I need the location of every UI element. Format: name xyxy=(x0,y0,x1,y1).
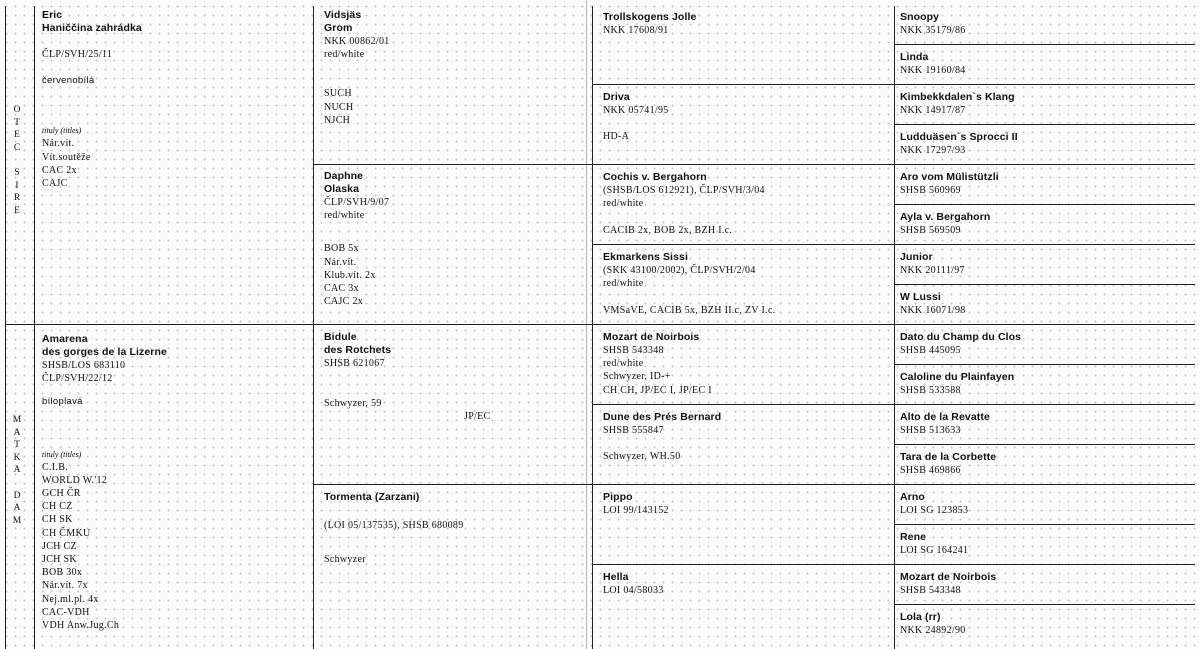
gen3-name: Driva xyxy=(603,91,630,103)
sire-sire-title: NUCH xyxy=(324,101,354,113)
gen3-line: (SHSB/LOS 612921), ČLP/SVH/3/04 xyxy=(603,185,765,196)
dam-name-line1: Amarena xyxy=(42,333,88,345)
sire-sire-color: red/white xyxy=(324,49,365,61)
dam-dam-name: Tormenta (Zarzani) xyxy=(324,491,420,503)
gen4-registration: SHSB 445095 xyxy=(900,345,961,356)
dam-cell xyxy=(42,333,307,647)
gen4-registration: NKK 14917/87 xyxy=(900,105,966,116)
sire-color: červenobílá xyxy=(42,75,95,87)
label-column-divider xyxy=(34,6,35,649)
gen4-row-divider-7 xyxy=(894,524,1195,525)
gen4-cell xyxy=(900,451,1192,483)
side-letter: A xyxy=(13,503,21,514)
dam-title: Nár.vít. 7x xyxy=(42,580,88,592)
side-letter: T xyxy=(14,117,20,128)
side-letter: I xyxy=(15,180,19,191)
gen3-line: red/white xyxy=(603,278,644,290)
dam-sire-name-line1: Bidule xyxy=(324,331,357,343)
gen3-name: Trollskogens Jolle xyxy=(603,11,697,23)
sire-cell xyxy=(42,9,307,321)
dam-title: CAC-VDH xyxy=(42,606,90,618)
sire-name-line2: Haniččina zahrádka xyxy=(42,22,142,34)
dam-title: VDH Anw.Jug.Ch xyxy=(42,620,120,632)
gen3-line: SHSB 543348 xyxy=(603,345,664,356)
gen4-row-divider-8 xyxy=(894,604,1195,605)
gen4-registration: SHSB 533588 xyxy=(900,385,961,396)
gen4-name: W Lussi xyxy=(900,291,941,303)
gen4-row-divider-3 xyxy=(894,204,1195,205)
gen4-cell xyxy=(900,211,1192,243)
dam-title: CH ČMKU xyxy=(42,527,91,539)
gen3-line: red/white xyxy=(603,198,644,210)
sire-title: CAJC xyxy=(42,178,68,190)
gen4-name: Caloline du Plainfayen xyxy=(900,371,1015,383)
sire-dam-divider xyxy=(5,324,1195,325)
gen4-name: Mozart de Noirbois xyxy=(900,571,997,583)
gen4-name: Junior xyxy=(900,251,933,263)
gen1-divider xyxy=(313,6,314,649)
gen3-name: Ekmarkens Sissi xyxy=(603,251,688,263)
gen4-name: Rene xyxy=(900,531,927,543)
gen3-divider xyxy=(894,6,895,649)
gen3-line: (SKK 43100/2002), ČLP/SVH/2/04 xyxy=(603,265,756,276)
gen4-registration: SHSB 513633 xyxy=(900,425,961,436)
gen3-line: LOI 99/143152 xyxy=(603,505,669,516)
gen3-line: VMSaVE, CACIB 5x, BZH II.c, ZV I.c. xyxy=(603,304,776,316)
gen4-cell xyxy=(900,331,1192,363)
gen4-registration: NKK 20111/97 xyxy=(900,265,965,276)
gen4-registration: SHSB 543348 xyxy=(900,585,961,596)
gen3-name: Pippo xyxy=(603,491,633,503)
gen3-line: SHSB 555847 xyxy=(603,425,664,436)
gen3-name: Cochis v. Bergahorn xyxy=(603,171,707,183)
gen2-divider xyxy=(592,6,593,649)
dam-title: CH SK xyxy=(42,514,73,526)
gen3-cell xyxy=(603,91,891,163)
dam-color: bíloplavá xyxy=(42,396,83,408)
gen4-cell xyxy=(900,51,1192,83)
gen3-line xyxy=(603,210,891,223)
gen3-line xyxy=(603,290,891,303)
gen4-cell xyxy=(900,611,1192,645)
gen3-line: CH CH, JP/EC I, JP/EC I xyxy=(603,384,712,396)
gen4-cell xyxy=(900,411,1192,443)
sire-dam-title: BOB 5x xyxy=(324,243,359,255)
side-letter: E xyxy=(14,205,20,216)
gen3-line: LOI 04/58033 xyxy=(603,585,664,596)
gen3-name: Mozart de Noirbois xyxy=(603,331,700,343)
gen4-cell xyxy=(900,251,1192,283)
side-letter: S xyxy=(14,167,20,178)
gen4-name: Aro vom Mülistützli xyxy=(900,171,999,183)
gen4-cell xyxy=(900,91,1192,123)
dam-titles-heading: tituly (titles) xyxy=(42,449,82,459)
sire-name-line1: Eric xyxy=(42,9,63,21)
dam-title: CH CZ xyxy=(42,501,73,513)
gen4-name: Alto de la Revatte xyxy=(900,411,990,423)
gen4-cell xyxy=(900,11,1192,43)
gen4-cell xyxy=(900,131,1192,163)
sire-sire-registration: NKK 00862/01 xyxy=(324,36,390,47)
dam-sire-name-line2: des Rotchets xyxy=(324,344,392,356)
dam-title: JCH CZ xyxy=(42,540,77,552)
gen3-cell xyxy=(603,411,891,483)
side-letter: O xyxy=(13,105,21,115)
dam-dam-cell xyxy=(324,491,589,641)
dam-side-label xyxy=(11,414,23,527)
dam-title: C.I.B. xyxy=(42,461,68,473)
side-gap xyxy=(11,154,23,167)
sire-title: Vít.soutěže xyxy=(42,151,91,163)
gen3-row-divider-1 xyxy=(592,84,1195,85)
gen4-row-divider-6 xyxy=(894,444,1195,445)
gen3-line xyxy=(603,437,891,450)
gen3-line: Schwyzer, WH.50 xyxy=(603,451,681,463)
dam-title: JCH SK xyxy=(42,554,77,566)
gen4-cell xyxy=(900,371,1192,403)
dam-registration-2: ČLP/SVH/22/12 xyxy=(42,373,113,385)
dam-sire-registration: SHSB 621067 xyxy=(324,358,385,369)
gen2-row-divider-1 xyxy=(313,164,1195,165)
side-letter: K xyxy=(13,452,21,463)
dam-sire-cell xyxy=(324,331,589,481)
sire-dam-title: Klub.vít. 2x xyxy=(324,269,376,281)
side-letter: M xyxy=(12,515,22,526)
side-letter: D xyxy=(13,490,21,501)
gen4-registration: NKK 19160/84 xyxy=(900,65,966,76)
dam-registration-1: SHSB/LOS 683110 xyxy=(42,360,126,371)
border-left xyxy=(5,6,6,649)
sire-sire-name-line1: Vidsjäs xyxy=(324,9,362,21)
sire-titles-heading: tituly (titles) xyxy=(42,126,82,136)
gen4-registration: NKK 35179/86 xyxy=(900,25,966,36)
gen4-registration: SHSB 560969 xyxy=(900,185,961,196)
gen4-name: Arno xyxy=(900,491,925,503)
side-letter: R xyxy=(13,193,21,204)
dam-title: WORLD W.'12 xyxy=(42,474,108,486)
dam-sire-breed-line: Schwyzer, 59 xyxy=(324,398,382,410)
gen4-registration: SHSB 569509 xyxy=(900,225,961,236)
sire-sire-title: SUCH xyxy=(324,88,352,100)
gen3-name: Dune des Prés Bernard xyxy=(603,411,722,423)
gen4-registration: LOI SG 164241 xyxy=(900,545,969,556)
gen3-line: HD-A xyxy=(603,131,630,143)
gen3-row-divider-4 xyxy=(592,564,1195,565)
gen4-name: Kimbekkdalen`s Klang xyxy=(900,91,1015,103)
gen4-row-divider-5 xyxy=(894,364,1195,365)
gen3-cell xyxy=(603,251,891,323)
gen4-name: Ayla v. Bergahorn xyxy=(900,211,991,223)
gen4-registration: NKK 24892/90 xyxy=(900,625,966,636)
sire-dam-title: Nár.vít. xyxy=(324,256,357,268)
side-gap xyxy=(11,477,23,490)
gen3-line: red/white xyxy=(603,358,644,370)
sire-sire-cell xyxy=(324,9,589,161)
dam-title: BOB 30x xyxy=(42,567,83,579)
side-letter: A xyxy=(13,465,21,476)
gen3-row-divider-2 xyxy=(592,244,1195,245)
gen3-line: Schwyzer, ID-+ xyxy=(603,371,671,383)
gen4-registration: LOI SG 123853 xyxy=(900,505,969,516)
side-letter: M xyxy=(12,415,22,425)
side-letter: T xyxy=(14,440,20,451)
dam-name-line2: des gorges de la Lizerne xyxy=(42,346,167,358)
sire-sire-name-line2: Grom xyxy=(324,22,353,34)
gen4-name: Tara de la Corbette xyxy=(900,451,997,463)
gen4-name: Snoopy xyxy=(900,11,940,23)
sire-dam-cell xyxy=(324,170,589,322)
gen3-cell xyxy=(603,331,891,403)
side-letter: A xyxy=(13,427,21,438)
gen4-cell xyxy=(900,571,1192,603)
sire-dam-name-line1: Daphne xyxy=(324,170,364,182)
sire-registration: ČLP/SVH/25/11 xyxy=(42,49,113,60)
sire-sire-title: NJCH xyxy=(324,114,351,126)
gen4-row-divider-4 xyxy=(894,284,1195,285)
gen3-row-divider-3 xyxy=(592,404,1195,405)
gen4-row-divider-2 xyxy=(894,124,1195,125)
gen3-line: NKK 17608/91 xyxy=(603,25,669,36)
gen3-line xyxy=(603,117,891,130)
gen4-cell xyxy=(900,291,1192,323)
gen4-name: Linda xyxy=(900,51,929,63)
sire-title: Nár.vít. xyxy=(42,138,75,150)
side-letter: E xyxy=(14,130,20,141)
sire-dam-name-line2: Olaska xyxy=(324,183,360,195)
dam-sire-test-result: JP/EC xyxy=(464,411,491,423)
gen3-name: Hella xyxy=(603,571,629,583)
gen4-registration: NKK 16071/98 xyxy=(900,305,966,316)
gen2-row-divider-2 xyxy=(313,484,1195,485)
gen4-cell xyxy=(900,531,1192,563)
gen4-name: Ludduäsen`s Sprocci II xyxy=(900,131,1018,143)
gen4-row-divider-1 xyxy=(894,44,1195,45)
gen4-registration: SHSB 469866 xyxy=(900,465,961,476)
sire-dam-registration: ČLP/SVH/9/07 xyxy=(324,197,390,208)
gen3-cell xyxy=(603,571,891,643)
gen4-name: Lola (rr) xyxy=(900,611,941,623)
dam-title: GCH ČR xyxy=(42,488,81,500)
gen3-cell xyxy=(603,11,891,83)
sire-dam-title: CAJC 2x xyxy=(324,296,364,308)
dam-dam-breed-line: Schwyzer xyxy=(324,554,366,566)
gen4-name: Dato du Champ du Clos xyxy=(900,331,1022,343)
gen3-line: NKK 05741/95 xyxy=(603,105,669,116)
gen4-cell xyxy=(900,491,1192,523)
gen4-registration: NKK 17297/93 xyxy=(900,145,966,156)
gen3-cell xyxy=(603,171,891,243)
gen4-cell xyxy=(900,171,1192,203)
sire-dam-title: CAC 3x xyxy=(324,283,359,295)
sire-side-label xyxy=(11,104,23,217)
gen3-cell xyxy=(603,491,891,563)
sire-title: CAC 2x xyxy=(42,164,77,176)
gen3-line: CACIB 2x, BOB 2x, BZH I.c. xyxy=(603,224,733,236)
sire-dam-color: red/white xyxy=(324,210,365,222)
dam-dam-registration: (LOI 05/137535), SHSB 680089 xyxy=(324,520,464,531)
dam-title: Nej.ml.pl. 4x xyxy=(42,593,99,605)
side-letter: C xyxy=(13,142,21,153)
